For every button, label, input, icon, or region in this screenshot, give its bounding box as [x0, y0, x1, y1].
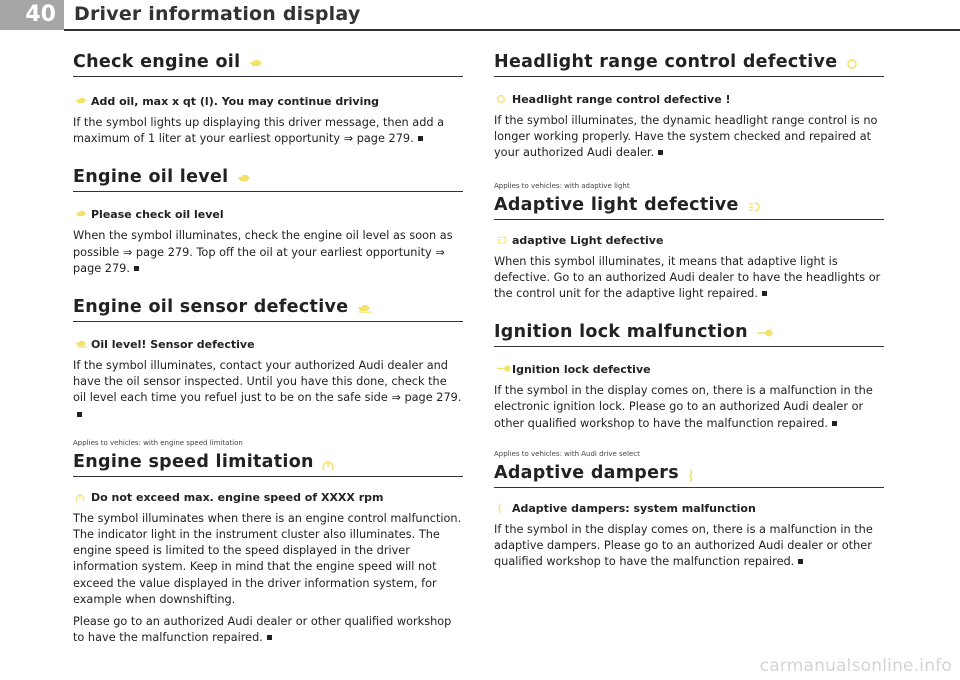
- warning-message: Do not exceed max. engine speed of XXXX rpm: [73, 491, 463, 505]
- section-heading: Engine speed limitation: [73, 452, 463, 477]
- end-mark: [77, 412, 82, 417]
- end-mark: [658, 150, 663, 155]
- warning-message: Oil level! Sensor defective: [73, 338, 463, 352]
- end-mark: [418, 136, 423, 141]
- ignition-key-icon: [756, 328, 768, 338]
- section-heading: Check engine oil: [73, 52, 463, 77]
- body-text: The symbol illuminates when there is an engine control malfunction. The indicator light in the instrument cluster also illuminates. The engine speed is limited to the speed displayed in the driver information system. Keep in mind that the engine speed will not exceed the value displayed in the driver information system, for example when downshifting.: [73, 511, 462, 606]
- applies-note: Applies to vehicles: with engine speed limitation: [73, 438, 243, 447]
- oil-can-icon: [237, 173, 249, 183]
- chapter-title: Driver information display: [74, 3, 361, 25]
- page-number: 40: [0, 0, 64, 30]
- body-text: If the symbol lights up displaying this driver message, then add a maximum of 1 liter at your earliest opportunity ⇒ page 279.: [73, 116, 445, 146]
- warning-message: Adaptive dampers: system malfunction: [494, 502, 884, 516]
- warning-message: adaptive Light defective: [494, 234, 884, 248]
- section-heading: Adaptive light defective: [494, 195, 884, 220]
- damper-icon: [687, 469, 699, 479]
- left-column: [73, 52, 463, 646]
- body-text: Please go to an authorized Audi dealer or other qualified workshop to have the malfunction repaired.: [73, 615, 452, 645]
- applies-note: Applies to vehicles: with Audi drive select: [494, 449, 640, 458]
- end-mark: [134, 266, 139, 271]
- damper-icon: [496, 503, 508, 513]
- engine-speed-limit-icon: [322, 458, 334, 468]
- oil-can-icon: [249, 58, 261, 68]
- warning-message: Add oil, max x qt (l). You may continue driving: [73, 95, 463, 109]
- body-text: When this symbol illuminates, it means that adaptive light is defective. Go to an authorized Audi dealer to have the headlights or the control unit for the adaptive light repaired.: [494, 254, 881, 301]
- end-mark: [832, 421, 837, 426]
- section-heading: Engine oil sensor defective: [73, 297, 463, 322]
- section-heading: Headlight range control defective: [494, 52, 884, 77]
- right-column: [494, 52, 884, 570]
- adaptive-light-icon: [747, 201, 759, 211]
- headlight-range-icon: [496, 94, 508, 104]
- body-text: If the symbol in the display comes on, there is a malfunction in the electronic ignition lock. Please go to an authorized Audi dealer or other qualified workshop to have the malfunction repaired.: [494, 384, 873, 430]
- section-heading: Engine oil level: [73, 167, 463, 192]
- body-text: If the symbol illuminates, the dynamic headlight range control is no longer working properly. Have the system checked and repaired at your authorized Audi dealer.: [494, 114, 878, 160]
- warning-message: Ignition lock defective: [494, 363, 884, 377]
- body-text: If the symbol illuminates, contact your authorized Audi dealer and have the oil sensor inspected. Until you have this done, check the oil level each time you refuel just to be on the safe side ⇒ page 279.: [73, 358, 463, 423]
- section-heading: Ignition lock malfunction: [494, 322, 884, 347]
- engine-speed-limit-icon: [75, 492, 87, 502]
- section-heading: Adaptive dampers: [494, 463, 884, 488]
- watermark: carmanualsonline.info: [759, 656, 952, 676]
- warning-message: Please check oil level: [73, 208, 463, 222]
- end-mark: [267, 635, 272, 640]
- oil-sensor-icon: [75, 339, 87, 349]
- header-rule: [64, 29, 960, 31]
- warning-message: Headlight range control defective !: [494, 93, 884, 107]
- end-mark: [798, 559, 803, 564]
- headlight-range-icon: [846, 58, 858, 68]
- ignition-key-icon: [496, 364, 508, 374]
- oil-can-icon: [75, 96, 87, 106]
- applies-note: Applies to vehicles: with adaptive light: [494, 181, 630, 190]
- oil-can-icon: [75, 209, 87, 219]
- adaptive-light-icon: [496, 235, 508, 245]
- body-text: If the symbol in the display comes on, there is a malfunction in the adaptive dampers. Please go to an authorized Audi dealer or other qualified workshop to have the malfunction repaired.: [494, 522, 873, 569]
- body-text: When the symbol illuminates, check the engine oil level as soon as possible ⇒ page 279. Top off the oil at your earliest opportunity ⇒ page 279.: [73, 229, 453, 275]
- end-mark: [762, 291, 767, 296]
- oil-sensor-icon: [357, 303, 369, 313]
